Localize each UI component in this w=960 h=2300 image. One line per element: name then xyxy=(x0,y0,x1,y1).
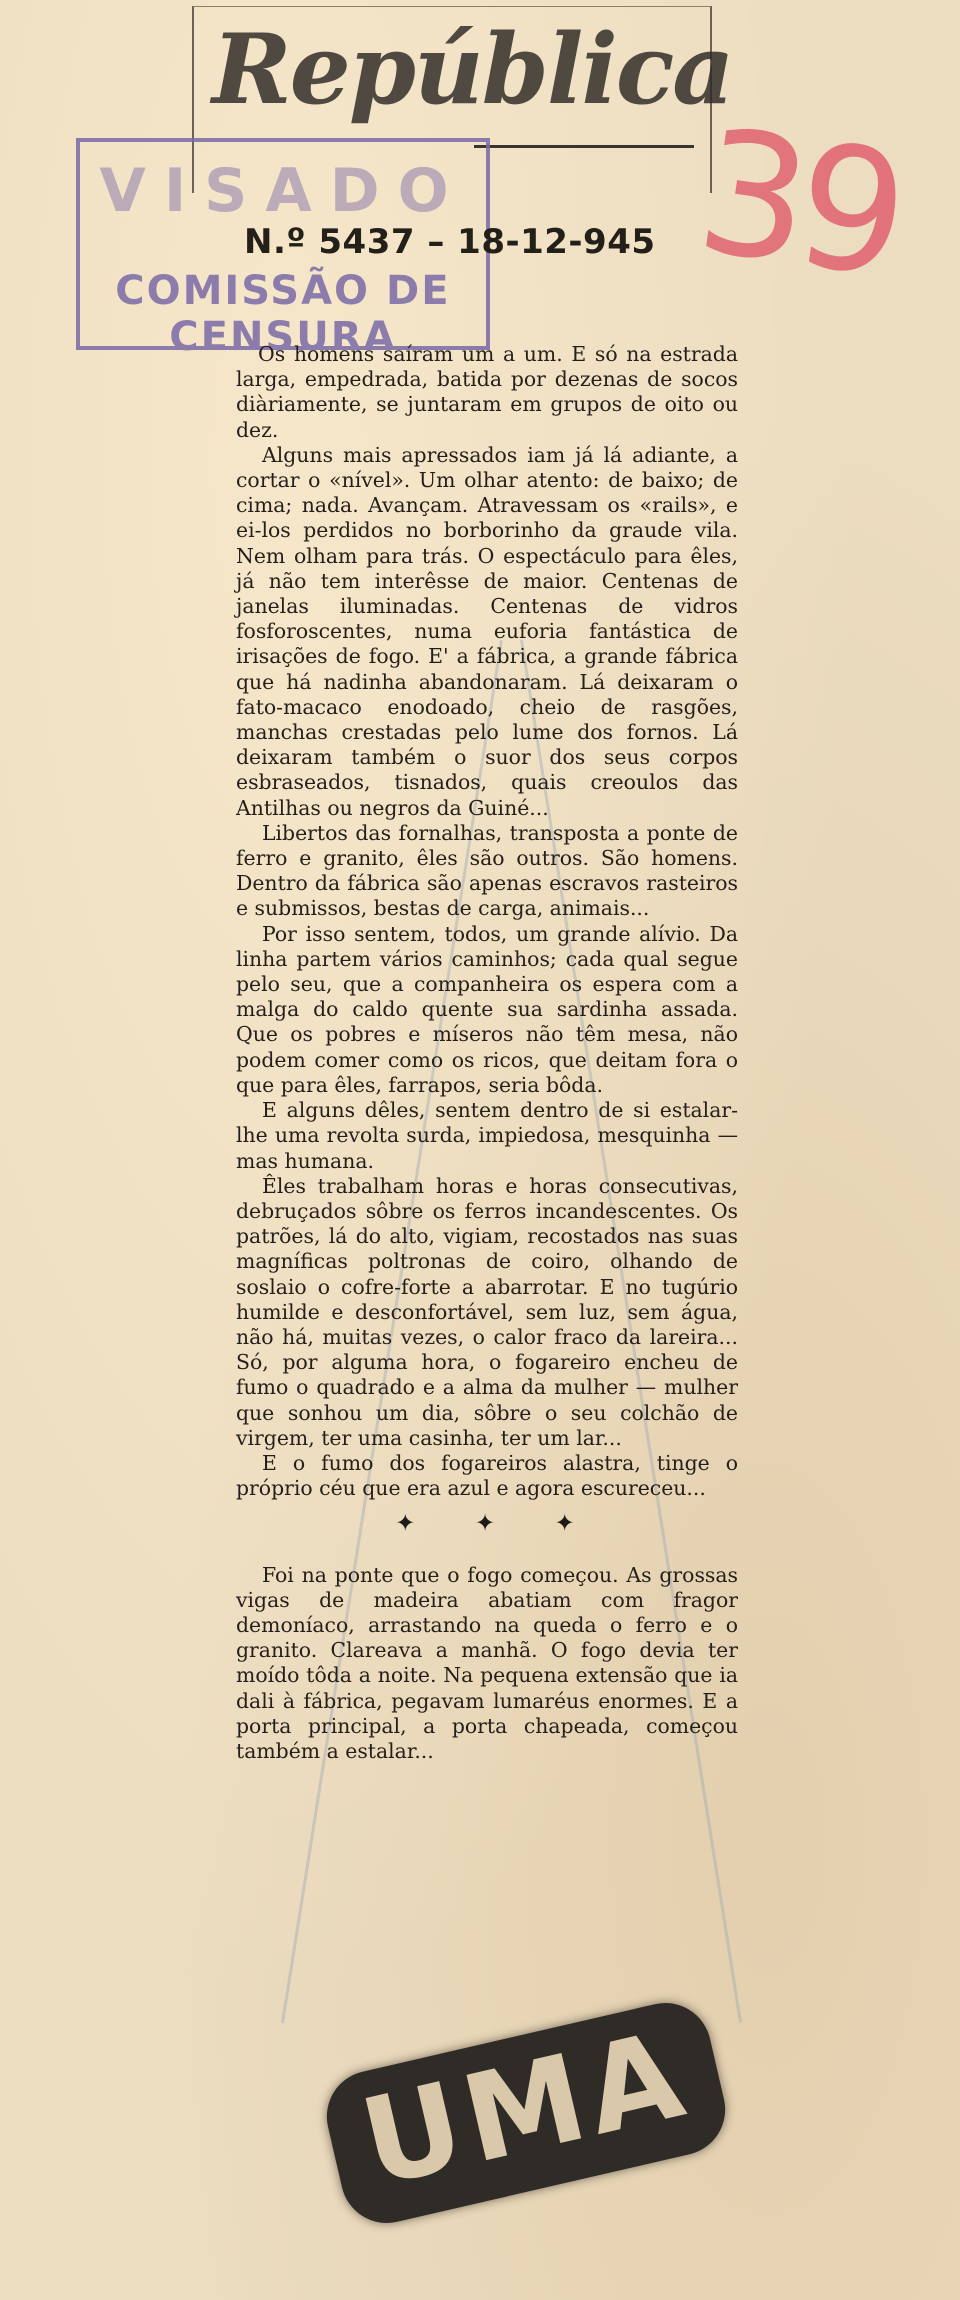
uma-stamp-text: UMA xyxy=(349,2005,701,2215)
masthead-rule xyxy=(474,135,694,148)
issue-number-date: N.º 5437 – 18-12-945 xyxy=(244,222,656,262)
handwritten-archive-number: 39 xyxy=(687,92,910,316)
article-paragraph: Os homens saíram um a um. E só na estrada larga, empedrada, batida por dezenas de socos diàriamente, se juntaram em grupos de oito ou dez. xyxy=(236,342,738,442)
article-paragraph: Por isso sentem, todos, um grande alívio. Da linha partem vários caminhos; cada qual segue pelo seu, que a companheira os espera com a malga do caldo quente sua sardinha assada. Que os pobres e míseros não têm mesa, não podem comer como os ricos, que deitam fora o que para êles, farrapos, seria bôda. xyxy=(236,921,738,1097)
censorship-stamp-commission: COMISSÃO DE CENSURA xyxy=(115,268,451,360)
article-paragraph: Foi na ponte que o fogo começou. As grossas vigas de madeira abatiam com fragor demoníaco, arrastando na queda o ferro e o granito. Clareava a manhã. O fogo devia ter moído tôda a noite. Na pequena extensão que ia dali à fábrica, pegavam lumaréus enormes. E a porta principal, a porta chapeada, começou também a estalar... xyxy=(236,1562,738,1763)
article-body xyxy=(236,342,738,1764)
article-paragraph: E o fumo dos fogareiros alastra, tinge o próprio céu que era azul e agora escureceu... xyxy=(236,1450,738,1501)
section-ornament: ✦ ✦ ✦ xyxy=(395,1509,601,1538)
masthead-title: República xyxy=(212,13,733,126)
article-paragraph: Alguns mais apressados iam já lá adiante, a cortar o «nível». Um olhar atento: de baixo; de cima; nada. Avançam. Atravessam os «rails», e ei-los perdidos no borborinho da graude vila. Nem olham para trás. O espectáculo para êles, já não tem interêsse de maior. Centenas de janelas iluminadas. Centenas de vidros fosforoscentes, numa euforia fantástica de irisações de fogo. E' a fábrica, a grande fábrica que há nadinha abandonaram. Lá deixaram o fato-macaco enodoado, cheio de rasgões, manchas crestadas pelo lume dos fornos. Lá deixaram também o suor dos seus corpos esbraseados, tisnados, quais creoulos das Antilhas ou negros da Guiné... xyxy=(236,442,738,820)
article-paragraphs xyxy=(236,342,738,1501)
article-paragraph: Libertos das fornalhas, transposta a ponte de ferro e granito, êles são outros. São homens. Dentro da fábrica são apenas escravos rasteiros e submissos, bestas de carga, animais... xyxy=(236,820,738,921)
article-paragraph: Êles trabalham horas e horas consecutivas, debruçados sôbre os ferros incandescentes. Os patrões, lá do alto, vigiam, recostados nas suas magníficas poltronas de coiro, olhando de soslaio o cofre-forte a abarrotar. E no tugúrio humilde e desconfortável, sem luz, sem água, não há, muitas vezes, o calor fraco da lareira... Só, por alguma hora, o fogareiro encheu de fumo o quadrado e a alma da mulher — mulher que sonhou um dia, sôbre o seu colchão de virgem, ter uma casinha, ter um lar... xyxy=(236,1173,738,1450)
article-paragraphs-continued xyxy=(236,1563,738,1765)
censorship-stamp-visado: VISADO xyxy=(99,156,467,226)
article-paragraph: E alguns dêles, sentem dentro de si estalar-lhe uma revolta surda, impiedosa, mesquinha — mas humana. xyxy=(236,1098,738,1173)
uma-stamp xyxy=(318,1994,735,2232)
